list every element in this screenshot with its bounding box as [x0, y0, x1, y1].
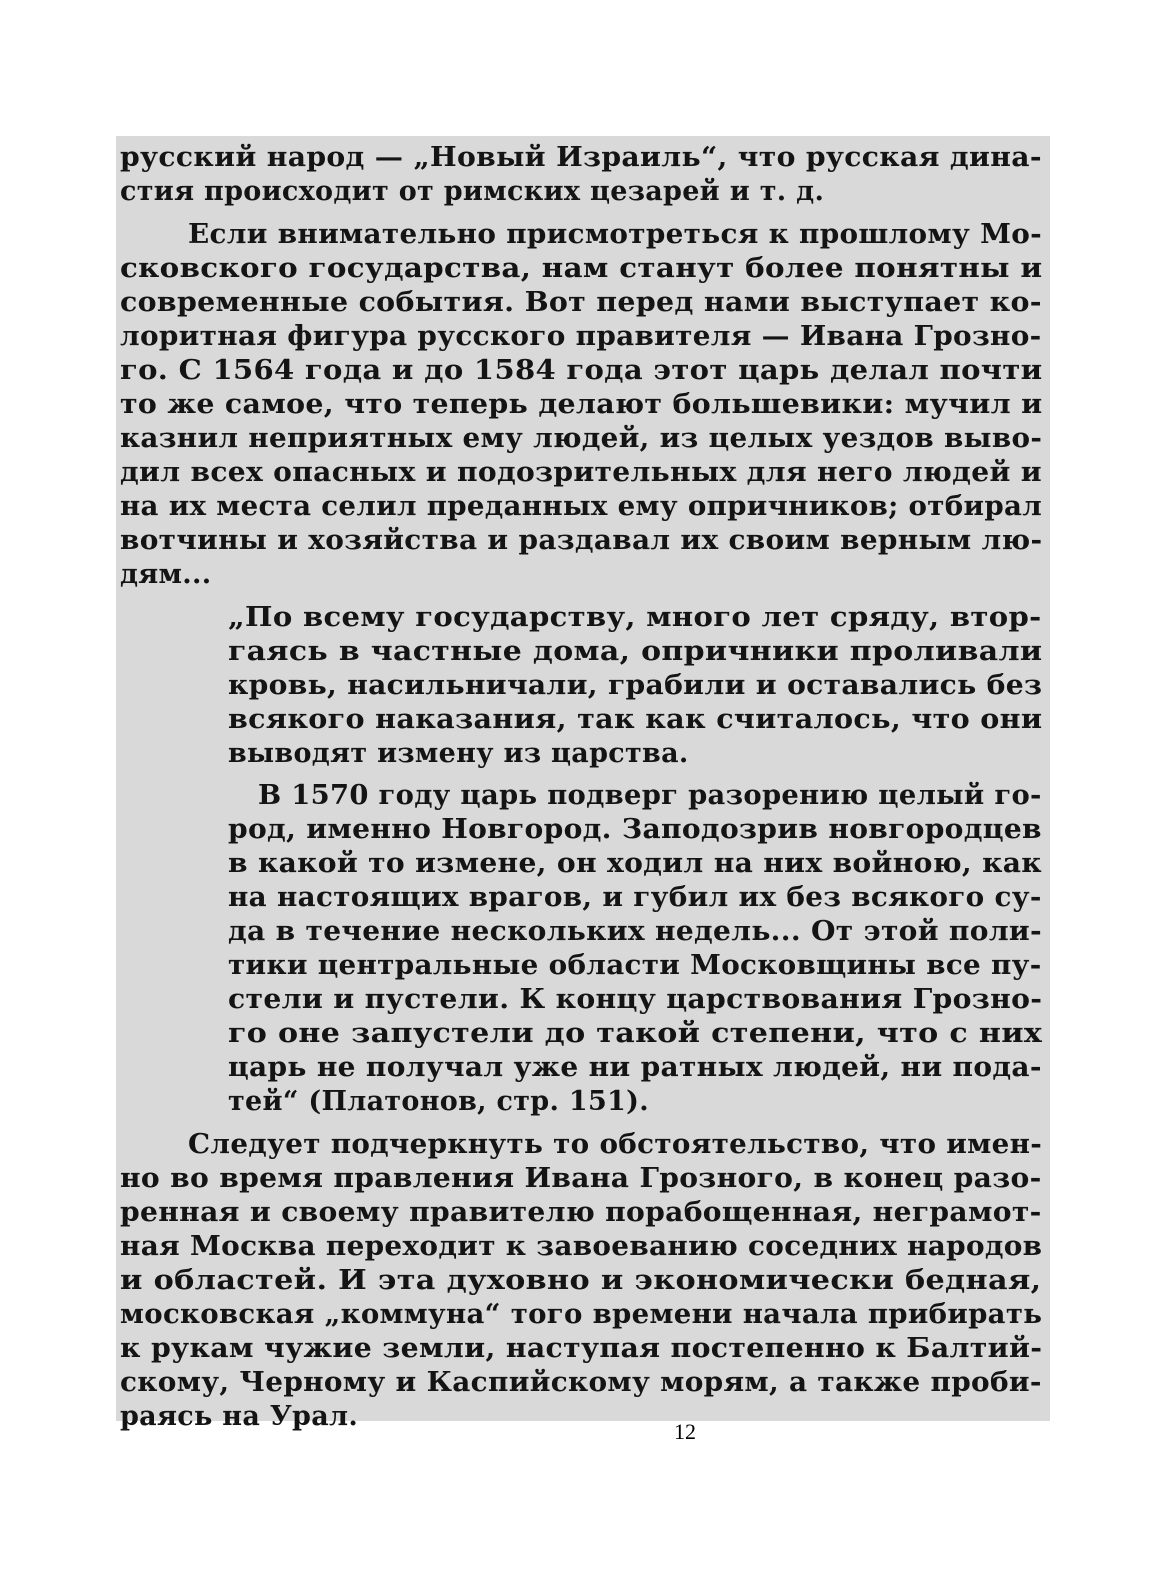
text-line: царь не получал уже ни ратных людей, ни пода-	[228, 1052, 1042, 1083]
text-line: кровь, насильничали, грабили и оставались без	[228, 670, 1043, 701]
text-line: но во время правления Ивана Грозного, в конец разо-	[120, 1163, 1042, 1194]
text-line: к рукам чужие земли, наступая постепенно к Балтий-	[120, 1333, 1043, 1364]
text-line: то же самое, что теперь делают большевики: мучил и	[120, 389, 1043, 420]
text-line: ная Москва переходит к завоеванию соседних народов	[120, 1231, 1043, 1262]
text-line: дям...	[120, 559, 212, 590]
text-line: Если внимательно присмотреться к прошлому Мо-	[188, 219, 1042, 250]
text-line: го оне запустели до такой степени, что с них	[228, 1018, 1043, 1049]
text-line: лоритная фигура русского правителя — Ивана Грозно-	[120, 321, 1042, 352]
text-line: раясь на Урал.	[120, 1401, 359, 1432]
text-line: на настоящих врагов, и губил их без всякого су-	[228, 882, 1042, 913]
text-line: стели и пустели. К концу царствования Грозно-	[228, 984, 1043, 1015]
page-number: 12	[674, 1419, 696, 1444]
text-line: гаясь в частные дома, опричники проливали	[228, 636, 1043, 667]
text-line: скому, Черному и Каспийскому морям, а также проби-	[120, 1367, 1042, 1398]
text-line: Следует подчеркнуть то обстоятельство, что имен-	[188, 1129, 1043, 1160]
text-line: ренная и своему правителю порабощенная, неграмот-	[120, 1197, 1042, 1228]
text-line: современные события. Вот перед нами выступает ко-	[120, 287, 1042, 318]
text-line: „По всему государству, много лет сряду, втор-	[228, 602, 1042, 633]
text-line: в какой то измене, он ходил на них войною, как	[228, 848, 1042, 879]
text-line: тики центральные области Московщины все пу-	[228, 950, 1042, 981]
text-line: московская „коммуна“ того времени начала прибирать	[120, 1299, 1043, 1330]
text-line: и областей. И эта духовно и экономически бедная,	[120, 1265, 1042, 1296]
text-line: русский народ — „Новый Израиль“, что русская дина-	[120, 142, 1042, 173]
text-line: дил всех опасных и подозрительных для него людей и	[120, 457, 1042, 488]
text-line: сковского государства, нам станут более понятны и	[120, 253, 1043, 284]
text-line: всякого наказания, так как считалось, что они	[228, 704, 1043, 735]
text-line: казнил неприятных ему людей, из целых уездов выво-	[120, 423, 1043, 454]
text-line: стия происходит от римских цезарей и т. д.	[120, 176, 825, 207]
text-line: го. С 1564 года и до 1584 года этот царь делал почти	[120, 355, 1043, 386]
text-line: на их места селил преданных ему опричников; отбирал	[120, 491, 1043, 522]
text-line: род, именно Новгород. Заподозрив новгородцев	[228, 814, 1042, 845]
text-line: В 1570 году царь подверг разорению целый го-	[258, 780, 1042, 811]
text-line: выводят измену из царства.	[228, 738, 689, 769]
text-line: да в течение нескольких недель... От этой поли-	[228, 916, 1043, 947]
text-line: тей“ (Платонов, стр. 151).	[228, 1086, 649, 1117]
text-line: вотчины и хозяйства и раздавал их своим верным лю-	[120, 525, 1043, 556]
